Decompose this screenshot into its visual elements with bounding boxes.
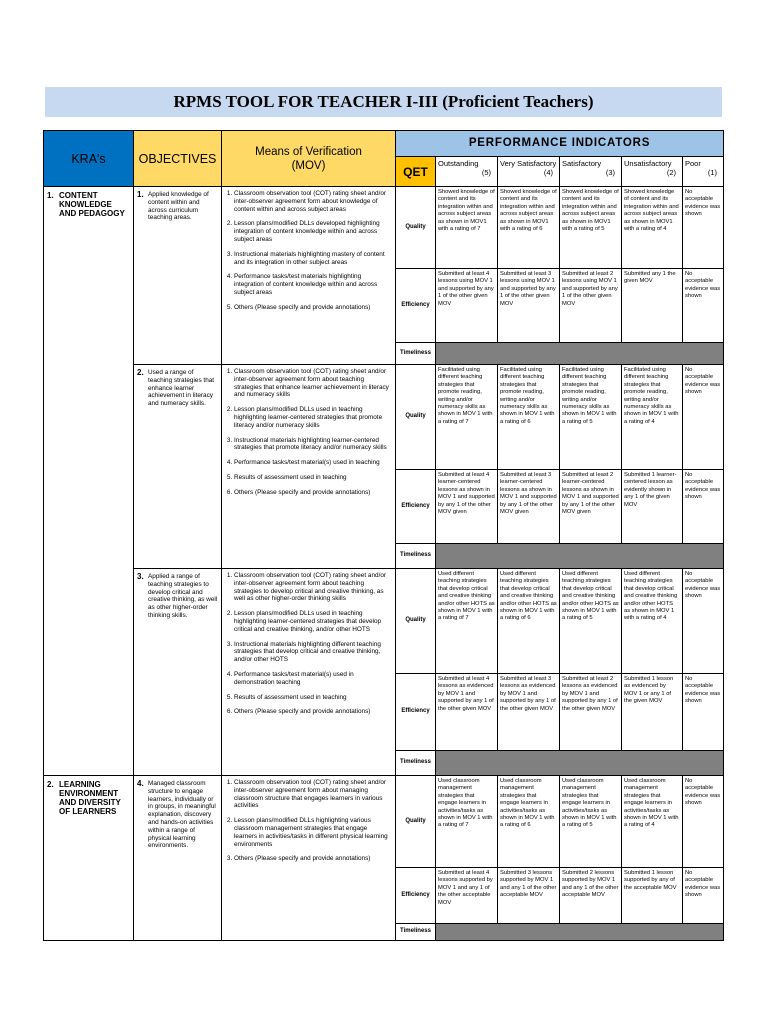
scale-label: Unsatisfactory <box>624 159 672 168</box>
mov-cell <box>222 776 396 941</box>
mov-item: 1. Classroom observation tool (COT) rating sheet and/or inter-observer agreement form about teaching strategies to develop critical and creative thinking, as well as other higher-order thinking skills <box>234 572 392 603</box>
rating-cell: Submitted 3 lessons supported by MOV 1 and any 1 of the other acceptable MOV <box>498 868 560 924</box>
rating-cell: Used classroom management strategies that engage learners in activities/tasks as shown in MOV 1 with a rating of 6 <box>498 776 560 868</box>
rating-cell: Submitted at least 3 lessons using MOV 1 and supported by any 1 of the other given MOV <box>498 269 560 343</box>
rating-cell: Showed knowledge of content and its integration within and across subject areas as shown in MOV1 with a rating of 4 <box>622 187 683 269</box>
kra-cell <box>44 187 134 776</box>
mov-item: 2. Lesson plans/modified DLLs used in teaching highlighting learner-centered strategies that develop critical and creative thinking, and/or other HOTS <box>234 610 392 633</box>
header-scale-poor <box>683 157 724 187</box>
rating-cell: Facilitated using different teaching strategies that promote reading, writing and/or numeracy skills as shown in MOV 1 with a rating of 5 <box>560 365 622 470</box>
quality-label: Quality <box>396 776 436 868</box>
rating-cell: Submitted at least 4 lessons as evidenced by MOV 1 and supported by any 1 of the other given MOV <box>436 674 498 751</box>
rating-cell: No acceptable evidence was shown <box>683 569 724 674</box>
objective-number: 2. <box>137 368 144 377</box>
mov-cell <box>222 569 396 776</box>
scale-num: (2) <box>666 168 676 177</box>
rating-cell: Showed knowledge of content and its integration within and across subject areas as shown in MOV1 with a rating of 5 <box>560 187 622 269</box>
rating-cell: No acceptable evidence was shown <box>683 868 724 924</box>
rating-cell: Facilitated using different teaching strategies that promote reading, writing and/or numeracy skills as shown in MOV 1 with a rating of 7 <box>436 365 498 470</box>
mov-item: 2. Lesson plans/modified DLLs used in teaching highlighting learner-centered strategies that promote literacy and/or numeracy skills <box>234 406 392 429</box>
timeliness-shaded <box>436 924 724 941</box>
rating-cell: No acceptable evidence was shown <box>683 470 724 544</box>
rating-cell: Submitted any 1 the given MOV <box>622 269 683 343</box>
objective-text: Used a range of teaching strategies that enhance learner achievement in literacy and numeracy skills. <box>148 369 215 408</box>
rating-cell: Showed knowledge of content and its integration within and across subject areas as shown in MOV1 with a rating of 6 <box>498 187 560 269</box>
mov-item: 3. Instructional materials highlighting mastery of content and its integration in other subject areas <box>234 251 392 267</box>
rating-cell: No acceptable evidence was shown <box>683 269 724 343</box>
rating-cell: Submitted 1 lesson as evidenced by MOV 1 or any 1 of the given MOV <box>622 674 683 751</box>
rating-cell: Submitted at least 4 lessons supported by MOV 1 and any 1 of the other acceptable MOV <box>436 868 498 924</box>
rating-cell: Used classroom management strategies that engage learners in activities/tasks as shown in MOV 1 with a rating of 7 <box>436 776 498 868</box>
rating-cell: Submitted at least 2 lessons as evidenced by MOV 1 and supported by any 1 of the other given MOV <box>560 674 622 751</box>
document-title: RPMS TOOL FOR TEACHER I-III (Proficient Teachers) <box>45 87 722 117</box>
efficiency-label: Efficiency <box>396 269 436 343</box>
mov-cell <box>222 365 396 569</box>
mov-item: 5. Results of assessment used in teaching <box>234 474 392 482</box>
rating-cell: Submitted at least 3 learner-centered lessons as shown in MOV 1 and supported by any 1 of the other MOV given <box>498 470 560 544</box>
mov-item: 4. Performance tasks/test materials highlighting integration of content knowledge within and across subject areas <box>234 273 392 296</box>
rating-cell: Used different teaching strategies that develop critical and creative thinking and/or other HOTS as shown in MOV 1 with a rating of 7 <box>436 569 498 674</box>
rating-cell: Used different teaching strategies that develop critical and creative thinking and/or other HOTS as shown in MOV 1 with a rating of 5 <box>560 569 622 674</box>
objective-text: Managed classroom structure to engage learners, individually or in groups, in meaningful explanation, discovery and hands-on activities within a range of physical learning environments. <box>148 780 216 850</box>
rating-cell: Facilitated using different teaching strategies that promote reading, writing and/or numeracy skills as shown in MOV 1 with a rating of 4 <box>622 365 683 470</box>
rating-cell: Submitted at least 2 lessons using MOV 1 and supported by any 1 of the other given MOV <box>560 269 622 343</box>
objective-cell <box>134 365 222 569</box>
objective-cell <box>134 776 222 941</box>
efficiency-label: Efficiency <box>396 470 436 544</box>
header-mov-line2: (MOV) <box>291 160 326 172</box>
scale-num: (4) <box>543 168 553 177</box>
rating-cell: Submitted at least 2 learner-centered lessons as shown in MOV 1 and supported by any 1 of the other MOV given <box>560 470 622 544</box>
rating-cell: Submitted 2 lessons supported by MOV 1 and any 1 of the other acceptable MOV <box>560 868 622 924</box>
rating-cell: No acceptable evidence was shown <box>683 365 724 470</box>
objective-text: Applied a range of teaching strategies to develop critical and creative thinking, as well as other higher-order thinking skills. <box>148 573 218 619</box>
rating-cell: Submitted at least 3 lessons as evidenced by MOV 1 and supported by any 1 of the other given MOV <box>498 674 560 751</box>
timeliness-label: Timeliness <box>396 751 436 776</box>
header-mov <box>222 131 396 187</box>
rating-cell: Used different teaching strategies that develop critical and creative thinking and/or other HOTS as shown in MOV 1 with a rating of 4 <box>622 569 683 674</box>
scale-num: (3) <box>605 168 615 177</box>
rating-cell: No acceptable evidence was shown <box>683 187 724 269</box>
kra-number: 2. <box>47 780 54 789</box>
header-objectives: OBJECTIVES <box>134 131 222 187</box>
header-mov-line1: Means of Verification <box>255 146 362 158</box>
timeliness-label: Timeliness <box>396 544 436 569</box>
scale-label: Poor <box>685 159 701 168</box>
scale-label: Outstanding <box>438 159 479 168</box>
mov-item: 3. Others (Please specify and provide annotations) <box>234 855 392 863</box>
scale-label: Very Satisfactory <box>500 159 557 168</box>
header-performance-indicators: PERFORMANCE INDICATORS <box>396 131 724 157</box>
mov-item: 3. Instructional materials highlighting learner-centered strategies that promote literacy and/or numeracy skills <box>234 437 392 453</box>
efficiency-label: Efficiency <box>396 868 436 924</box>
mov-item: 5. Results of assessment used in teaching <box>234 694 392 702</box>
rpms-table <box>43 130 724 941</box>
timeliness-shaded <box>436 343 724 365</box>
objective-number: 4. <box>137 779 144 788</box>
mov-item: 4. Performance tasks/test material(s) used in demonstration teaching <box>234 671 392 687</box>
rating-cell: Submitted 1 lesson supported by any of the acceptable MOV <box>622 868 683 924</box>
timeliness-label: Timeliness <box>396 924 436 941</box>
quality-label: Quality <box>396 365 436 470</box>
rating-cell: Submitted at least 4 lessons using MOV 1 and supported by any 1 of the other given MOV <box>436 269 498 343</box>
rating-cell: Used different teaching strategies that develop critical and creative thinking and/or other HOTS as shown in MOV 1 with a rating of 6 <box>498 569 560 674</box>
objective-number: 1. <box>137 190 144 199</box>
mov-item: 4. Performance tasks/test material(s) used in teaching <box>234 459 392 467</box>
header-scale-outstanding <box>436 157 498 187</box>
rating-cell: No acceptable evidence was shown <box>683 674 724 751</box>
quality-label: Quality <box>396 569 436 674</box>
kra-cell <box>44 776 134 941</box>
header-scale-satisfactory <box>560 157 622 187</box>
objective-cell <box>134 187 222 365</box>
rating-cell: Showed knowledge of content and its integration within and across subject areas as shown in MOV1 with a rating of 7 <box>436 187 498 269</box>
mov-item: 1. Classroom observation tool (COT) rating sheet and/or inter-observer agreement form about knowledge of content within and across subject areas <box>234 190 392 213</box>
kra-text: LEARNING ENVIRONMENT AND DIVERSITY OF LEARNERS <box>59 780 121 816</box>
timeliness-shaded <box>436 544 724 569</box>
rating-cell: Facilitated using different teaching strategies that promote reading, writing and/or numeracy skills as shown in MOV 1 with a rating of 6 <box>498 365 560 470</box>
mov-item: 1. Classroom observation tool (COT) rating sheet and/or inter-observer agreement form about teaching strategies that enhance learner achievement in literacy and numeracy skills <box>234 368 392 399</box>
mov-item: 3. Instructional materials highlighting different teaching strategies that develop critical and creative thinking, and/or other HOTS <box>234 641 392 664</box>
mov-item: 1. Classroom observation tool (COT) rating sheet and/or inter-observer agreement form about managing classroom structure that engages learners in various activities <box>234 779 392 810</box>
kra-number: 1. <box>47 191 54 200</box>
scale-num: (1) <box>707 168 718 177</box>
rating-cell: Used classroom management strategies that engage learners in activities/tasks as shown in MOV 1 with a rating of 4 <box>622 776 683 868</box>
rating-cell: Used classroom management strategies that engage learners in activities/tasks as shown in MOV 1 with a rating of 5 <box>560 776 622 868</box>
mov-item: 2. Lesson plans/modified DLLs highlighting various classroom management strategies that engage learners in activities/tasks in different physical learning environments <box>234 817 392 848</box>
quality-label: Quality <box>396 187 436 269</box>
scale-num: (5) <box>481 168 491 177</box>
rating-cell: Submitted 1 learner-centered lesson as evidently shown in any 1 of the given MOV <box>622 470 683 544</box>
rating-cell: No acceptable evidence was shown <box>683 776 724 868</box>
mov-item: 5. Others (Please specify and provide annotations) <box>234 304 392 312</box>
scale-label: Satisfactory <box>562 159 602 168</box>
header-scale-very-satisfactory <box>498 157 560 187</box>
header-scale-unsatisfactory <box>622 157 683 187</box>
timeliness-shaded <box>436 751 724 776</box>
mov-item: 2. Lesson plans/modified DLLs developed highlighting integration of content knowledge within and across subject areas <box>234 220 392 243</box>
objective-text: Applied knowledge of content within and across curriculum teaching areas. <box>148 191 209 222</box>
objective-cell <box>134 569 222 776</box>
rating-cell: Submitted at least 4 learner-centered lessons as shown in MOV 1 and supported by any 1 of the other MOV given <box>436 470 498 544</box>
mov-item: 6. Others (Please specify and provide annotations) <box>234 489 392 497</box>
efficiency-label: Efficiency <box>396 674 436 751</box>
mov-item: 6. Others (Please specify and provide annotations) <box>234 708 392 716</box>
timeliness-label: Timeliness <box>396 343 436 365</box>
kra-text: CONTENT KNOWLEDGE AND PEDAGOGY <box>59 191 125 218</box>
header-qet: QET <box>396 157 436 187</box>
header-kra: KRA's <box>44 131 134 187</box>
mov-cell <box>222 187 396 365</box>
objective-number: 3. <box>137 572 144 581</box>
